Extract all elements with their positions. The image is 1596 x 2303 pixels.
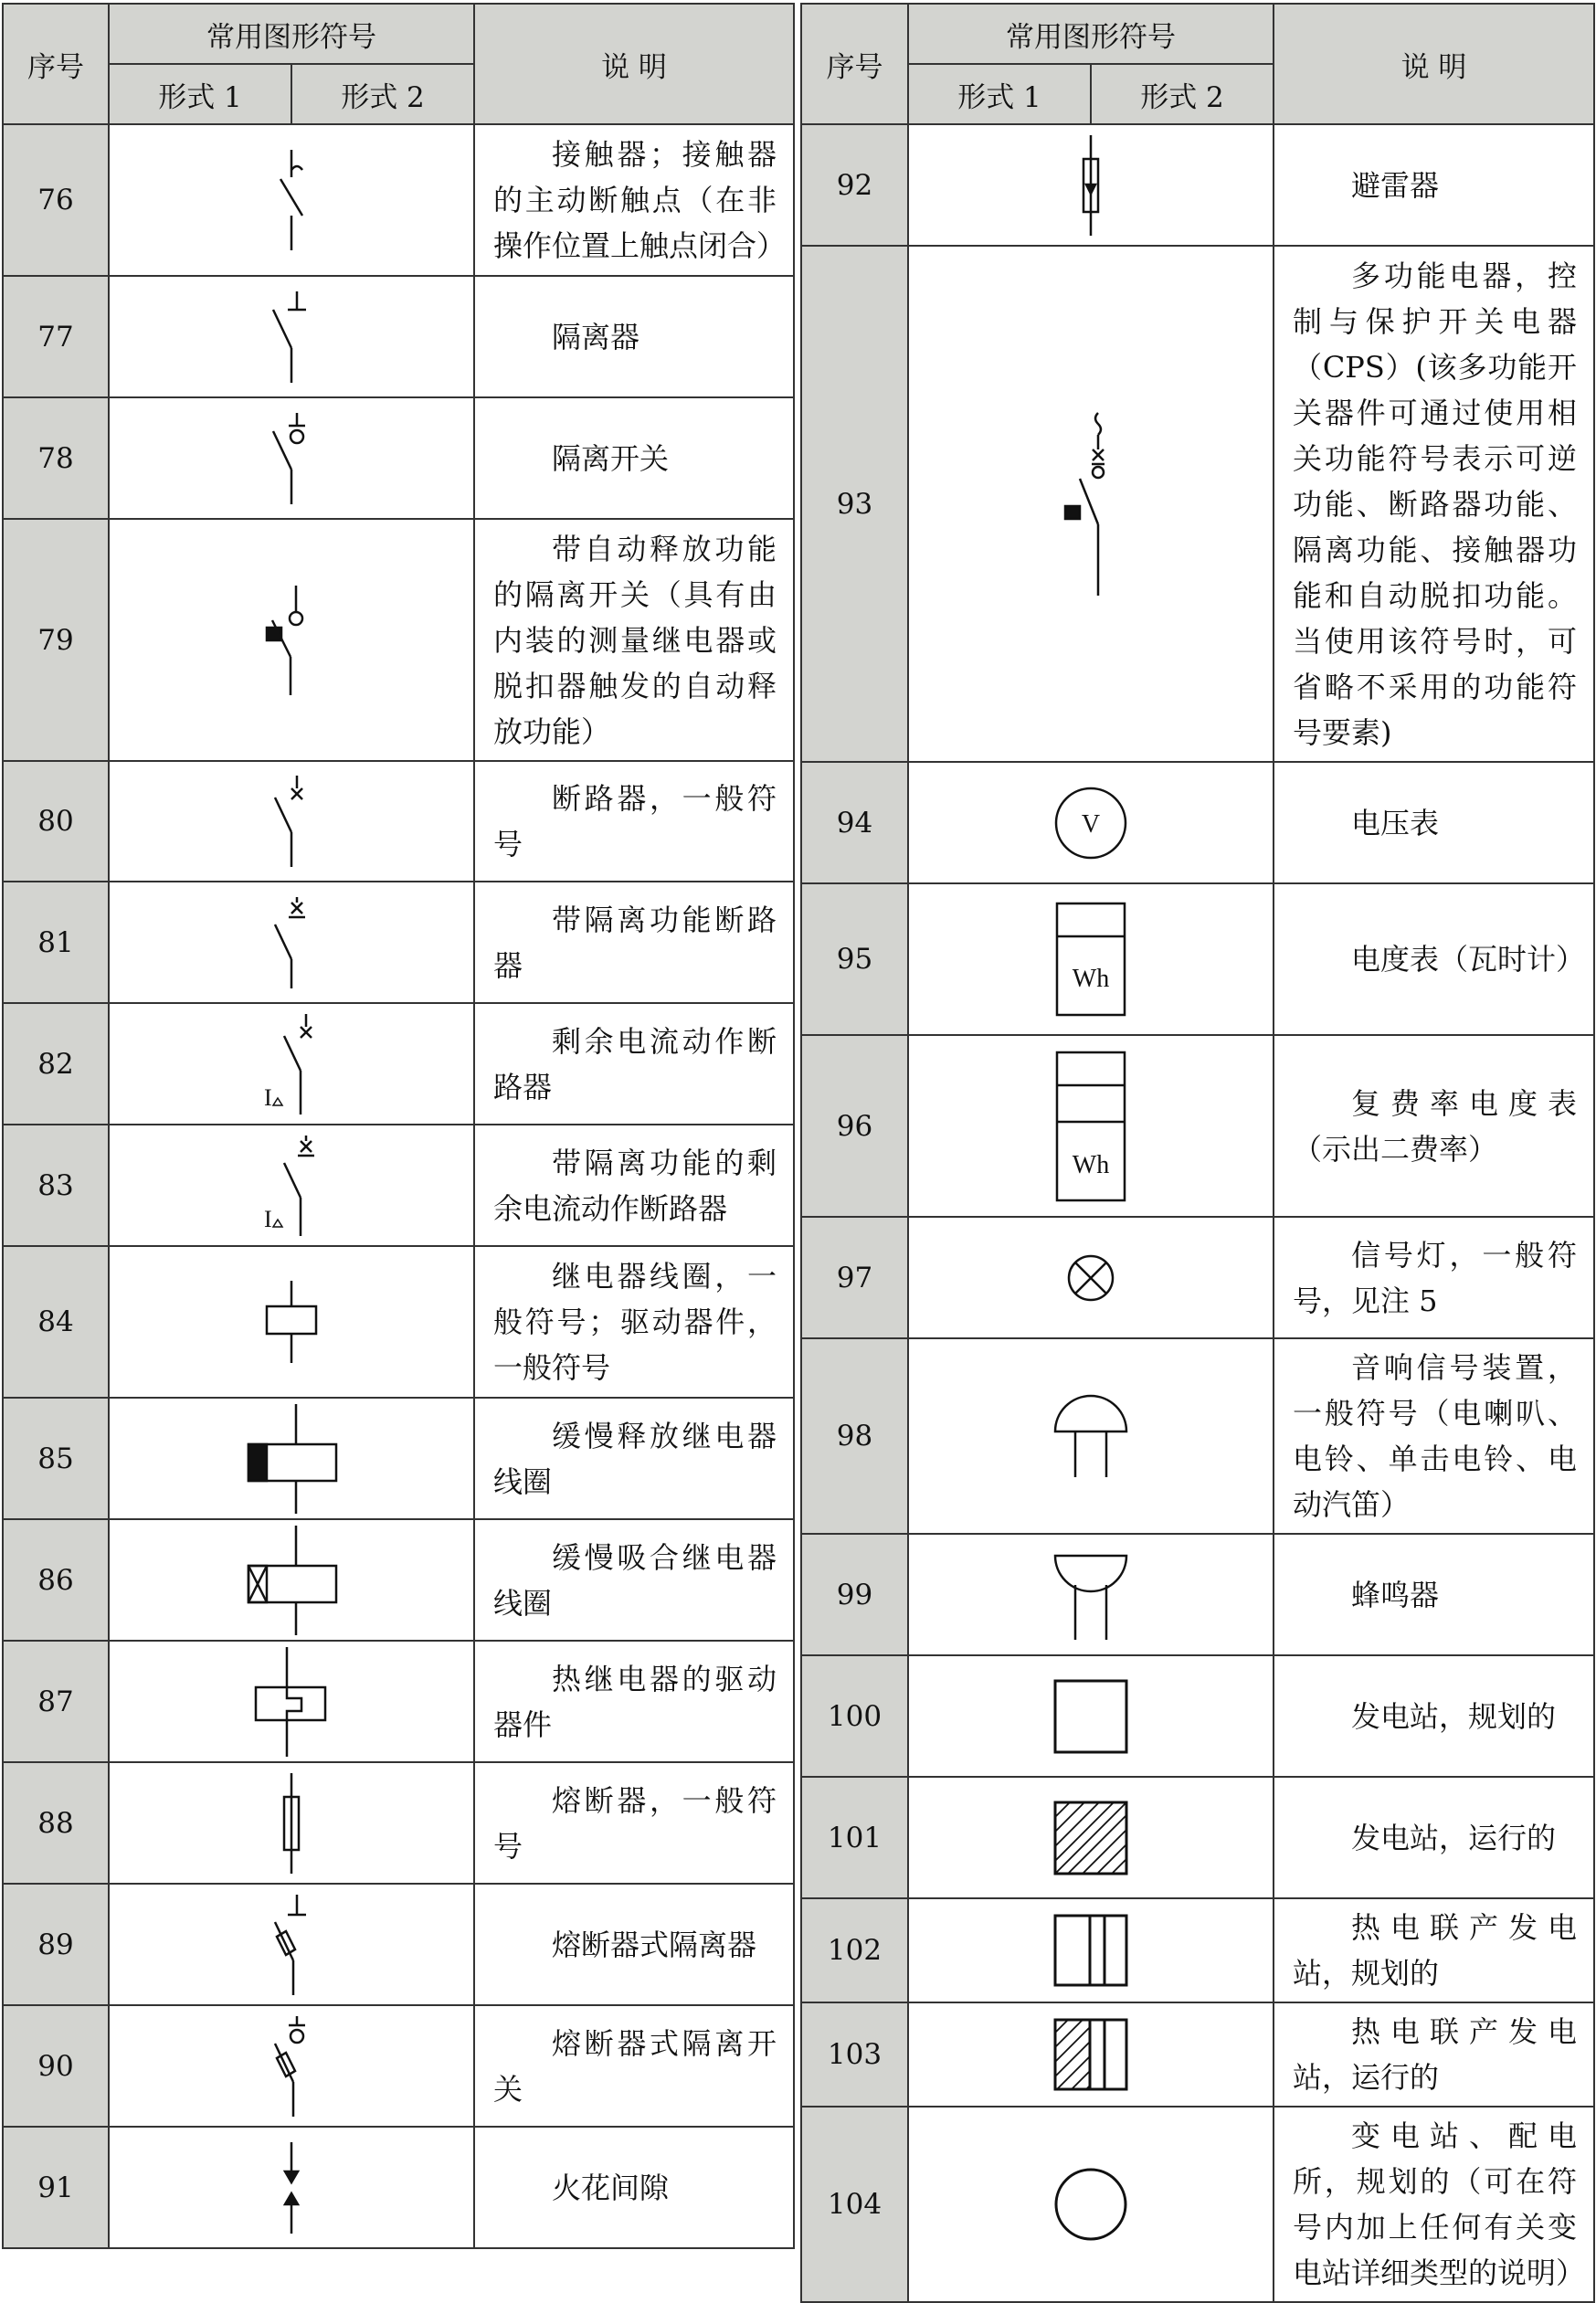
- description: 变电站、配电所，规划的（可在符号内加上任何有关变电站详细类型的说明）: [1274, 2107, 1594, 2302]
- voltmeter-symbol: [1050, 782, 1132, 864]
- description: 带隔离功能断路器: [474, 882, 794, 1003]
- header-form1: 形式 1: [908, 64, 1091, 124]
- symbol-cell: [109, 124, 474, 276]
- operating-power-station-symbol: [1050, 1797, 1132, 1879]
- planned-chp-station-symbol: [1050, 1912, 1132, 1989]
- row-number: 104: [801, 2107, 908, 2302]
- description: 带隔离功能的剩余电流动作断路器: [474, 1125, 794, 1246]
- row-number: 85: [3, 1398, 109, 1519]
- table-row: [3, 124, 794, 276]
- symbol-cell: [908, 1898, 1274, 2002]
- symbol-cell: [109, 2005, 474, 2127]
- row-number: 88: [3, 1762, 109, 1884]
- row-number: 103: [801, 2002, 908, 2107]
- operating-chp-station-symbol: [1050, 2016, 1132, 2093]
- symbol-cell: [109, 1003, 474, 1125]
- row-number: 82: [3, 1003, 109, 1125]
- symbol-cell: [109, 276, 474, 397]
- row-number: 95: [801, 883, 908, 1035]
- header-form1: 形式 1: [109, 64, 291, 124]
- description: 复费率电度表（示出二费率）: [1274, 1035, 1594, 1217]
- description: 热电联产发电站，规划的: [1274, 1898, 1594, 2002]
- fuse-symbol: [269, 1773, 314, 1874]
- header-symbol: 常用图形符号: [908, 4, 1274, 64]
- symbol-cell: [109, 1125, 474, 1246]
- description: 发电站，规划的: [1274, 1655, 1594, 1777]
- table-row: [801, 2002, 1594, 2107]
- symbol-cell: [109, 1641, 474, 1762]
- table-row: [3, 2005, 794, 2127]
- row-number: 79: [3, 519, 109, 761]
- symbol-cell: [908, 1534, 1274, 1655]
- symbol-cell: [908, 2107, 1274, 2302]
- row-number: 77: [3, 276, 109, 397]
- row-number: 91: [3, 2127, 109, 2248]
- description: 继电器线圈，一般符号；驱动器件，一般符号: [474, 1246, 794, 1398]
- slow-operate-relay-symbol: [241, 1526, 342, 1635]
- symbol-cell: [908, 762, 1274, 883]
- description: 熔断器式隔离开关: [474, 2005, 794, 2127]
- symbol-cell: [908, 1655, 1274, 1777]
- meter-label: Wh: [1072, 1150, 1110, 1179]
- symbol-cell: [109, 1884, 474, 2005]
- symbol-cell: [109, 1246, 474, 1398]
- row-number: 87: [3, 1641, 109, 1762]
- watt-hour-meter-symbol: [1050, 900, 1132, 1019]
- symbol-cell: [109, 397, 474, 519]
- symbol-cell: [908, 1777, 1274, 1898]
- spark-gap-symbol: [273, 2142, 310, 2234]
- symbol-cell: [109, 761, 474, 882]
- table-row: [801, 1898, 1594, 2002]
- symbol-cell: [109, 1762, 474, 1884]
- table-row: [3, 397, 794, 519]
- row-number: 92: [801, 124, 908, 246]
- svg-text:I: I: [264, 1083, 272, 1111]
- svg-text:I: I: [264, 1205, 272, 1232]
- symbol-cell: [908, 124, 1274, 246]
- row-number: 102: [801, 1898, 908, 2002]
- table-row: [801, 762, 1594, 883]
- meter-label: Wh: [1072, 965, 1110, 993]
- description: 剩余电流动作断路器: [474, 1003, 794, 1125]
- description: 电压表: [1274, 762, 1594, 883]
- symbol-cell: [908, 1338, 1274, 1534]
- row-number: 94: [801, 762, 908, 883]
- symbol-cell: [908, 2002, 1274, 2107]
- description: 缓慢吸合继电器线圈: [474, 1519, 794, 1641]
- symbol-table-right: [800, 3, 1595, 2303]
- relay-coil-symbol: [255, 1281, 328, 1363]
- description: 蜂鸣器: [1274, 1534, 1594, 1655]
- planned-power-station-symbol: [1050, 1675, 1132, 1758]
- table-row: [801, 1534, 1594, 1655]
- header-desc: 说 明: [474, 4, 794, 124]
- description: 热电联产发电站，运行的: [1274, 2002, 1594, 2107]
- symbol-cell: [109, 2127, 474, 2248]
- row-number: 99: [801, 1534, 908, 1655]
- description: 断路器，一般符号: [474, 761, 794, 882]
- row-number: 80: [3, 761, 109, 882]
- rcd-breaker-symbol: [255, 1014, 328, 1115]
- surge-arrester-symbol: [1073, 135, 1109, 236]
- table-row: [3, 1398, 794, 1519]
- row-number: 90: [3, 2005, 109, 2127]
- symbol-cell: [109, 1398, 474, 1519]
- row-number: 89: [3, 1884, 109, 2005]
- symbol-cell: [908, 1035, 1274, 1217]
- table-row: [3, 1884, 794, 2005]
- description: 带自动释放功能的隔离开关（具有由内装的测量继电器或脱扣器触发的自动释放功能）: [474, 519, 794, 761]
- row-number: 101: [801, 1777, 908, 1898]
- description: 热继电器的驱动器件: [474, 1641, 794, 1762]
- symbol-cell: [908, 883, 1274, 1035]
- table-row: [3, 2127, 794, 2248]
- table-row: [3, 1519, 794, 1641]
- symbol-cell: [908, 246, 1274, 762]
- description: 信号灯，一般符号，见注 5: [1274, 1217, 1594, 1338]
- table-row: [801, 1655, 1594, 1777]
- description: 熔断器，一般符号: [474, 1762, 794, 1884]
- symbol-cell: [109, 882, 474, 1003]
- description: 多功能电器，控制与保护开关电器（CPS）(该多功能开关器件可通过使用相关功能符号表示可逆功能、断路器功能、隔离功能、接触器功能和自动脱扣功能。当使用该符号时，可省略不采用的功能符号要素): [1274, 246, 1594, 762]
- row-number: 86: [3, 1519, 109, 1641]
- buzzer-symbol: [1050, 1545, 1132, 1645]
- header-no: 序号: [801, 4, 908, 124]
- table-row: [801, 883, 1594, 1035]
- disconnector-symbol: [264, 291, 319, 383]
- thermal-relay-symbol: [241, 1647, 342, 1757]
- description: 发电站，运行的: [1274, 1777, 1594, 1898]
- description: 熔断器式隔离器: [474, 1884, 794, 2005]
- table-row: [801, 1035, 1594, 1217]
- fuse-disconnector-symbol: [264, 1895, 319, 1995]
- row-number: 93: [801, 246, 908, 762]
- description: 电度表（瓦时计）: [1274, 883, 1594, 1035]
- row-number: 84: [3, 1246, 109, 1398]
- description: 音响信号装置，一般符号（电喇叭、电铃、单击电铃、电动汽笛）: [1274, 1338, 1594, 1534]
- circuit-breaker-symbol: [264, 776, 319, 867]
- table-row: [3, 276, 794, 397]
- row-number: 78: [3, 397, 109, 519]
- table-row: [801, 2107, 1594, 2302]
- description: 接触器；接触器的主动断触点（在非操作位置上触点闭合）: [474, 124, 794, 276]
- isolating-rcd-breaker-symbol: [255, 1136, 328, 1236]
- table-row: [3, 761, 794, 882]
- row-number: 98: [801, 1338, 908, 1534]
- row-number: 100: [801, 1655, 908, 1777]
- isolating-breaker-symbol: [264, 897, 319, 988]
- bell-symbol: [1050, 1386, 1132, 1486]
- row-number: 81: [3, 882, 109, 1003]
- table-row: [801, 1777, 1594, 1898]
- planned-substation-symbol: [1050, 2163, 1132, 2245]
- row-number: 97: [801, 1217, 908, 1338]
- isolating-switch-symbol: [264, 413, 319, 504]
- symbol-cell: [908, 1217, 1274, 1338]
- description: 火花间隙: [474, 2127, 794, 2248]
- table-row: [3, 1246, 794, 1398]
- header-form2: 形式 2: [1091, 64, 1274, 124]
- row-number: 76: [3, 124, 109, 276]
- table-row: [3, 1003, 794, 1125]
- table-row: [3, 882, 794, 1003]
- header-desc: 说 明: [1274, 4, 1594, 124]
- description: 隔离器: [474, 276, 794, 397]
- header-form2: 形式 2: [291, 64, 474, 124]
- row-number: 96: [801, 1035, 908, 1217]
- table-row: [3, 1762, 794, 1884]
- symbol-cell: [109, 1519, 474, 1641]
- multifunction-switch-symbol: [1054, 413, 1127, 596]
- signal-lamp-symbol: [1063, 1251, 1118, 1305]
- symbol-cell: [109, 519, 474, 761]
- description: 避雷器: [1274, 124, 1594, 246]
- table-row: [3, 1641, 794, 1762]
- slow-release-relay-symbol: [241, 1404, 342, 1514]
- fuse-switch-disconnector-symbol: [264, 2016, 319, 2117]
- multi-rate-meter-symbol: [1050, 1049, 1132, 1204]
- header-symbol: 常用图形符号: [109, 4, 474, 64]
- table-row: [801, 1338, 1594, 1534]
- table-row: [801, 246, 1594, 762]
- description: 缓慢释放继电器线圈: [474, 1398, 794, 1519]
- row-number: 83: [3, 1125, 109, 1246]
- symbol-table-left: [2, 3, 795, 2249]
- auto-release-switch-symbol: [259, 586, 323, 695]
- header-no: 序号: [3, 4, 109, 124]
- contactor-symbol: [264, 150, 319, 250]
- table-row: [3, 519, 794, 761]
- table-row: [801, 1217, 1594, 1338]
- table-row: [3, 1125, 794, 1246]
- table-row: [801, 124, 1594, 246]
- description: 隔离开关: [474, 397, 794, 519]
- voltmeter-label: V: [1081, 809, 1101, 839]
